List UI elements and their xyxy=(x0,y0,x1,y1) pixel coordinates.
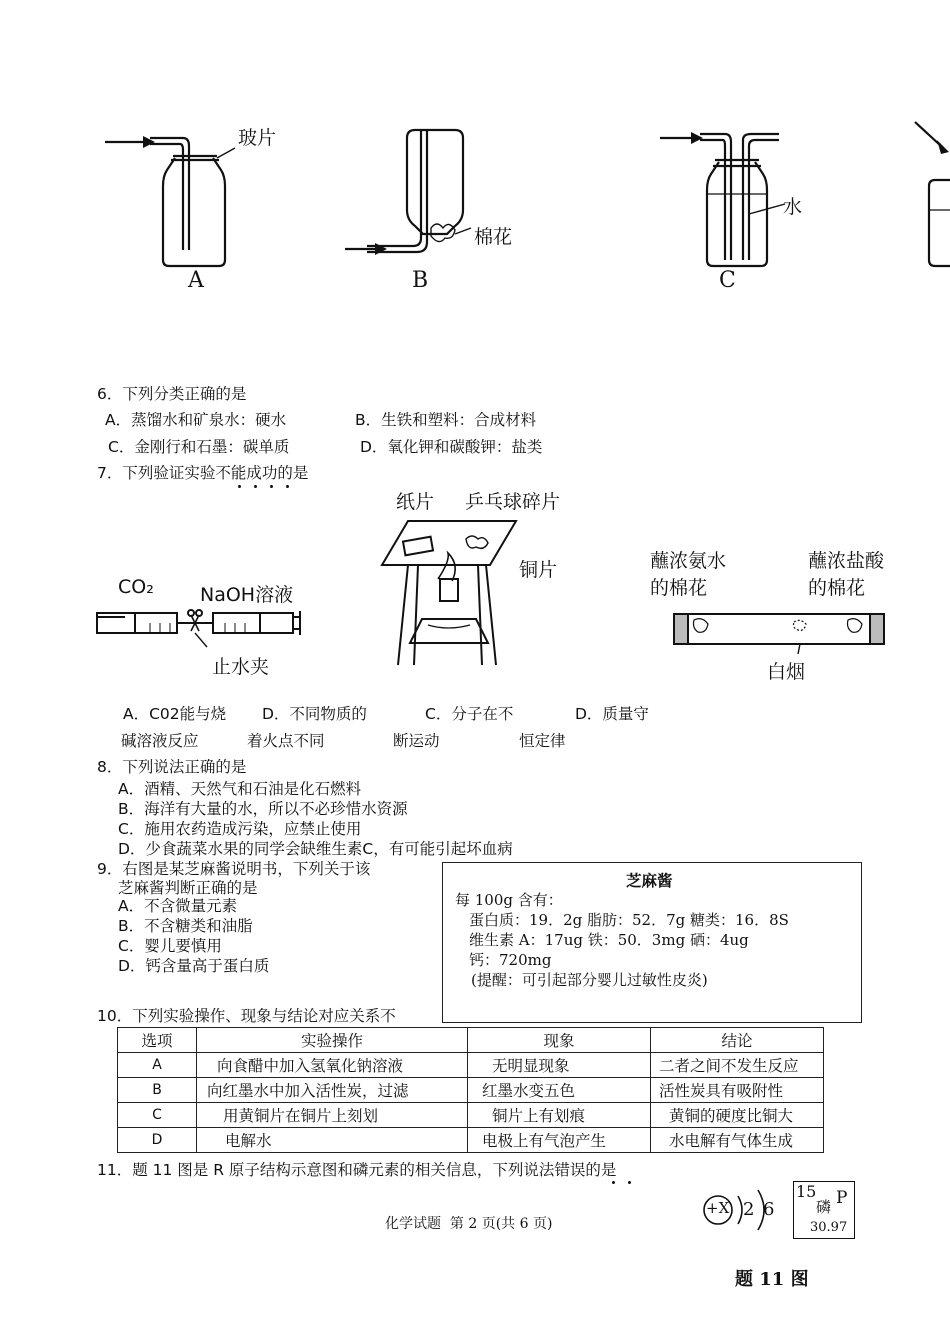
table-cell: 黄铜的硬度比铜大 xyxy=(651,1103,824,1128)
q8-option-d: D．少食蔬菜水果的同学会缺维生素C，有可能引起坏血病 xyxy=(118,840,513,858)
table-cell: 无明显现象 xyxy=(468,1053,651,1078)
table-cell: 水电解有气体生成 xyxy=(651,1128,824,1153)
q9-option-c: C．婴儿要慎用 xyxy=(118,937,222,955)
label-line-5: (提醒：可引起部分婴儿过敏性皮炎) xyxy=(471,971,708,989)
label-line-3: 维生素 A：17ug 铁：50．3mg 硒：4ug xyxy=(469,931,749,949)
figure-label-c: C xyxy=(719,268,736,293)
copper-sheet-label: 铜片 xyxy=(519,559,558,581)
gas-collection-figure xyxy=(95,110,950,300)
atomic-mass: 30.97 xyxy=(810,1220,848,1235)
table-header-row xyxy=(118,1028,824,1053)
table-cell: 二者之间不发生反应 xyxy=(651,1053,824,1078)
sesame-paste-label-box xyxy=(442,862,862,1023)
q6-option-d: D．氧化钾和碳酸钾：盐类 xyxy=(360,438,543,456)
naoh-label: NaOH溶液 xyxy=(200,584,294,606)
table-cell: 用黄铜片在铜片上刻划 xyxy=(197,1103,468,1128)
table-row xyxy=(118,1128,824,1153)
q10-table xyxy=(117,1027,824,1153)
q7-option-c-line2: 断运动 xyxy=(393,732,440,750)
table-cell: 红墨水变五色 xyxy=(468,1078,651,1103)
label-title: 芝麻酱 xyxy=(626,871,673,890)
footer-page-info: 化学试题 第 2 页(共 6 页) xyxy=(385,1216,553,1232)
q9-stem-line1: 9．右图是某芝麻酱说明书，下列关于该 xyxy=(97,860,371,878)
ignition-point-figure xyxy=(378,515,523,675)
table-row xyxy=(118,1103,824,1128)
table-cell: 电极上有气泡产生 xyxy=(468,1128,651,1153)
emphasis-dot xyxy=(286,485,289,488)
table-row xyxy=(118,1053,824,1078)
atom-shell-1-electrons: 2 xyxy=(743,1199,755,1220)
figure-label-a: A xyxy=(188,268,204,293)
table-cell: 活性炭具有吸附性 xyxy=(651,1078,824,1103)
table-cell: C xyxy=(118,1103,197,1128)
q11-stem: 11．题 11 图是 R 原子结构示意图和磷元素的相关信息，下列说法错误的是 xyxy=(97,1161,617,1179)
figure-11-caption: 题 11 图 xyxy=(735,1269,809,1290)
clamp-label: 止水夹 xyxy=(212,656,270,678)
q7-option-d-line2: 恒定律 xyxy=(519,732,566,750)
hcl-cotton-label: 蘸浓盐酸 xyxy=(808,550,885,572)
diffusion-tube-figure xyxy=(670,606,890,656)
q7-option-c-line1: C．分子在不 xyxy=(425,705,514,723)
emphasis-dot xyxy=(238,485,241,488)
cotton-label: 棉花 xyxy=(474,226,513,248)
phosphorus-element-cell xyxy=(793,1181,855,1239)
table-cell: 铜片上有划痕 xyxy=(468,1103,651,1128)
q10-stem: 10．下列实验操作、现象与结论对应关系不 xyxy=(97,1007,396,1025)
emphasis-dot xyxy=(612,1181,615,1184)
table-header: 结论 xyxy=(651,1028,824,1053)
atom-shell-2-electrons: 6 xyxy=(763,1199,775,1220)
q6-option-a: A．蒸馏水和矿泉水：硬水 xyxy=(105,411,287,429)
table-header: 现象 xyxy=(468,1028,651,1053)
atom-nucleus-charge: +X xyxy=(706,1199,730,1217)
q9-stem-line2: 芝麻酱判断正确的是 xyxy=(118,879,258,897)
glass-plate-label: 玻片 xyxy=(238,127,277,149)
q8-option-a: A．酒精、天然气和石油是化石燃料 xyxy=(118,780,362,798)
table-row xyxy=(118,1078,824,1103)
q6-stem: 6．下列分类正确的是 xyxy=(97,385,247,403)
element-symbol: P xyxy=(836,1188,848,1208)
label-line-2: 蛋白质：19．2g 脂肪：52．7g 糖类：16．8S xyxy=(469,911,789,929)
q8-stem: 8．下列说法正确的是 xyxy=(97,758,247,776)
table-header: 实验操作 xyxy=(197,1028,468,1053)
emphasis-dot xyxy=(270,485,273,488)
q9-option-b: B．不含糖类和油脂 xyxy=(118,917,253,935)
q8-option-c: C．施用农药造成污染，应禁止使用 xyxy=(118,820,362,838)
q7-stem: 7．下列验证实验不能成功的是 xyxy=(97,464,309,482)
q9-option-a: A．不含微量元素 xyxy=(118,897,238,915)
q8-option-b: B．海洋有大量的水，所以不必珍惜水资源 xyxy=(118,800,408,818)
atomic-number: 15 xyxy=(796,1182,817,1201)
pingpong-label: 乒乓球碎片 xyxy=(465,491,561,513)
figure-label-b: B xyxy=(412,268,429,293)
table-cell: B xyxy=(118,1078,197,1103)
q7-option-b-line2: 着火点不同 xyxy=(247,732,325,750)
table-cell: A xyxy=(118,1053,197,1078)
q7-option-d-line1: D．质量守 xyxy=(575,705,649,723)
ammonia-cotton-label: 蘸浓氨水 xyxy=(650,550,727,572)
table-header: 选项 xyxy=(118,1028,197,1053)
q6-option-c: C．金刚行和石墨：碳单质 xyxy=(108,438,290,456)
q7-option-b-line1: D．不同物质的 xyxy=(262,705,367,723)
q6-option-b: B．生铁和塑料：合成材料 xyxy=(355,411,537,429)
label-line-4: 钙：720mg xyxy=(469,951,552,969)
table-cell: D xyxy=(118,1128,197,1153)
paper-label: 纸片 xyxy=(396,491,435,513)
label-line-1: 每 100g 含有： xyxy=(455,891,563,909)
hcl-cotton-label-2: 的棉花 xyxy=(808,577,866,599)
emphasis-dot xyxy=(628,1181,631,1184)
table-cell: 电解水 xyxy=(197,1128,468,1153)
co2-label: CO₂ xyxy=(118,576,154,598)
q7-option-a-line2: 碱溶液反应 xyxy=(121,732,199,750)
q7-option-a-line1: A．C02能与烧 xyxy=(123,705,227,723)
table-cell: 向食醋中加入氢氧化钠溶液 xyxy=(197,1053,468,1078)
emphasis-dot xyxy=(254,485,257,488)
ammonia-cotton-label-2: 的棉花 xyxy=(650,577,708,599)
table-cell: 向红墨水中加入活性炭，过滤 xyxy=(197,1078,468,1103)
element-name: 磷 xyxy=(816,1198,832,1216)
water-label: 水 xyxy=(783,196,803,218)
white-smoke-label: 白烟 xyxy=(767,661,806,683)
q9-option-d: D．钙含量高于蛋白质 xyxy=(118,957,270,975)
